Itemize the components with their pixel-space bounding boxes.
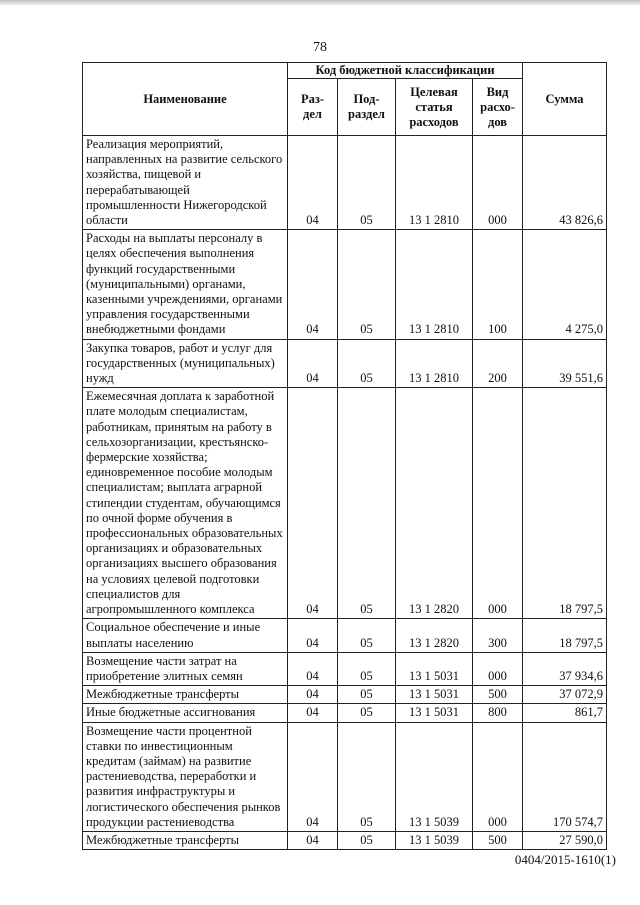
row-sum: 18 797,5: [523, 388, 607, 619]
row-vid: 500: [473, 686, 523, 704]
row-podrazdel: 05: [338, 619, 396, 652]
row-sum: 37 072,9: [523, 686, 607, 704]
scan-top-edge: [0, 0, 640, 6]
row-vid: 200: [473, 339, 523, 388]
document-code: 0404/2015-1610(1): [514, 852, 616, 867]
table-row: [83, 704, 607, 722]
row-podrazdel: 05: [338, 136, 396, 230]
table-row: [83, 136, 607, 230]
row-tselevaya: 13 1 2810: [396, 230, 473, 339]
row-name: Расходы на выплаты персоналу в целях обеспечения выполнения функций государственными (муниципальными) органами, казенными учреждениями, органами управления государственными внебюджетными фондами: [83, 230, 288, 339]
row-name: Возмещение части процентной ставки по инвестиционным кредитам (займам) на развитие растениеводства, переработки и развития инфраструктуры и логистического обеспечения рынков продукции растениеводства: [83, 722, 288, 831]
header-row-1: [83, 63, 607, 79]
row-sum: 43 826,6: [523, 136, 607, 230]
table-row: [83, 388, 607, 619]
table-row: [83, 619, 607, 652]
table-row: [83, 686, 607, 704]
header-vid-text: Вид расхо- дов: [480, 84, 515, 129]
row-sum: 37 934,6: [523, 652, 607, 685]
row-razdel: 04: [288, 339, 338, 388]
row-podrazdel: 05: [338, 704, 396, 722]
row-podrazdel: 05: [338, 686, 396, 704]
row-razdel: 04: [288, 704, 338, 722]
row-name: Социальное обеспечение и иные выплаты населению: [83, 619, 288, 652]
row-name: Иные бюджетные ассигнования: [83, 704, 288, 722]
row-name: Закупка товаров, работ и услуг для государственных (муниципальных) нужд: [83, 339, 288, 388]
row-razdel: 04: [288, 722, 338, 831]
row-tselevaya: 13 1 2820: [396, 388, 473, 619]
table-row: [83, 230, 607, 339]
row-razdel: 04: [288, 388, 338, 619]
budget-table: [82, 62, 607, 850]
row-name: Межбюджетные трансферты: [83, 686, 288, 704]
row-vid: 100: [473, 230, 523, 339]
header-name: Наименование: [83, 63, 288, 136]
table-row: [83, 831, 607, 849]
row-razdel: 04: [288, 136, 338, 230]
row-tselevaya: 13 1 5031: [396, 652, 473, 685]
header-razdel-text: Раз- дел: [300, 92, 325, 121]
row-tselevaya: 13 1 2820: [396, 619, 473, 652]
page-number: 78: [313, 40, 327, 55]
table-row: [83, 722, 607, 831]
row-tselevaya: 13 1 5039: [396, 831, 473, 849]
row-name: Реализация мероприятий, направленных на развитие сельского хозяйства, пищевой и перерабатывающей промышленности Нижегородской области: [83, 136, 288, 230]
row-razdel: 04: [288, 686, 338, 704]
row-razdel: 04: [288, 831, 338, 849]
row-sum: 170 574,7: [523, 722, 607, 831]
header-razdel: [288, 79, 338, 136]
row-podrazdel: 05: [338, 339, 396, 388]
row-podrazdel: 05: [338, 722, 396, 831]
row-name: Ежемесячная доплата к заработной плате молодым специалистам, работникам, принятым на работу в сельхозорганизации, крестьянско-фермерские хозяйства; единовременное пособие молодым специалистам; выплата аграрной стипендии студентам, обучающимся по очной форме обучения в профессиональных образовательных организациях и образовательных организациях высшего образования на условиях целевой подготовки специалистов для агропромышленного комплекса: [83, 388, 288, 619]
row-podrazdel: 05: [338, 230, 396, 339]
row-podrazdel: 05: [338, 388, 396, 619]
header-tselevaya: [396, 79, 473, 136]
row-vid: 000: [473, 136, 523, 230]
row-vid: 300: [473, 619, 523, 652]
header-podrazdel-text: Под- раздел: [348, 92, 385, 121]
row-vid: 500: [473, 831, 523, 849]
row-sum: 39 551,6: [523, 339, 607, 388]
row-vid: 000: [473, 652, 523, 685]
row-sum: 4 275,0: [523, 230, 607, 339]
row-sum: 18 797,5: [523, 619, 607, 652]
row-podrazdel: 05: [338, 831, 396, 849]
row-podrazdel: 05: [338, 652, 396, 685]
header-podrazdel: [338, 79, 396, 136]
row-tselevaya: 13 1 5031: [396, 704, 473, 722]
row-vid: 000: [473, 388, 523, 619]
row-sum: 861,7: [523, 704, 607, 722]
header-tselevaya-text: Целевая статья расходов: [409, 84, 459, 129]
table-row: [83, 652, 607, 685]
header-code-group: Код бюджетной классификации: [288, 63, 523, 79]
row-vid: 000: [473, 722, 523, 831]
table-row: [83, 339, 607, 388]
row-razdel: 04: [288, 652, 338, 685]
header-vid: [473, 79, 523, 136]
row-name: Возмещение части затрат на приобретение элитных семян: [83, 652, 288, 685]
row-tselevaya: 13 1 5039: [396, 722, 473, 831]
row-tselevaya: 13 1 2810: [396, 339, 473, 388]
row-tselevaya: 13 1 5031: [396, 686, 473, 704]
header-sum: Сумма: [523, 63, 607, 136]
row-razdel: 04: [288, 619, 338, 652]
row-vid: 800: [473, 704, 523, 722]
row-tselevaya: 13 1 2810: [396, 136, 473, 230]
row-sum: 27 590,0: [523, 831, 607, 849]
row-razdel: 04: [288, 230, 338, 339]
row-name: Межбюджетные трансферты: [83, 831, 288, 849]
